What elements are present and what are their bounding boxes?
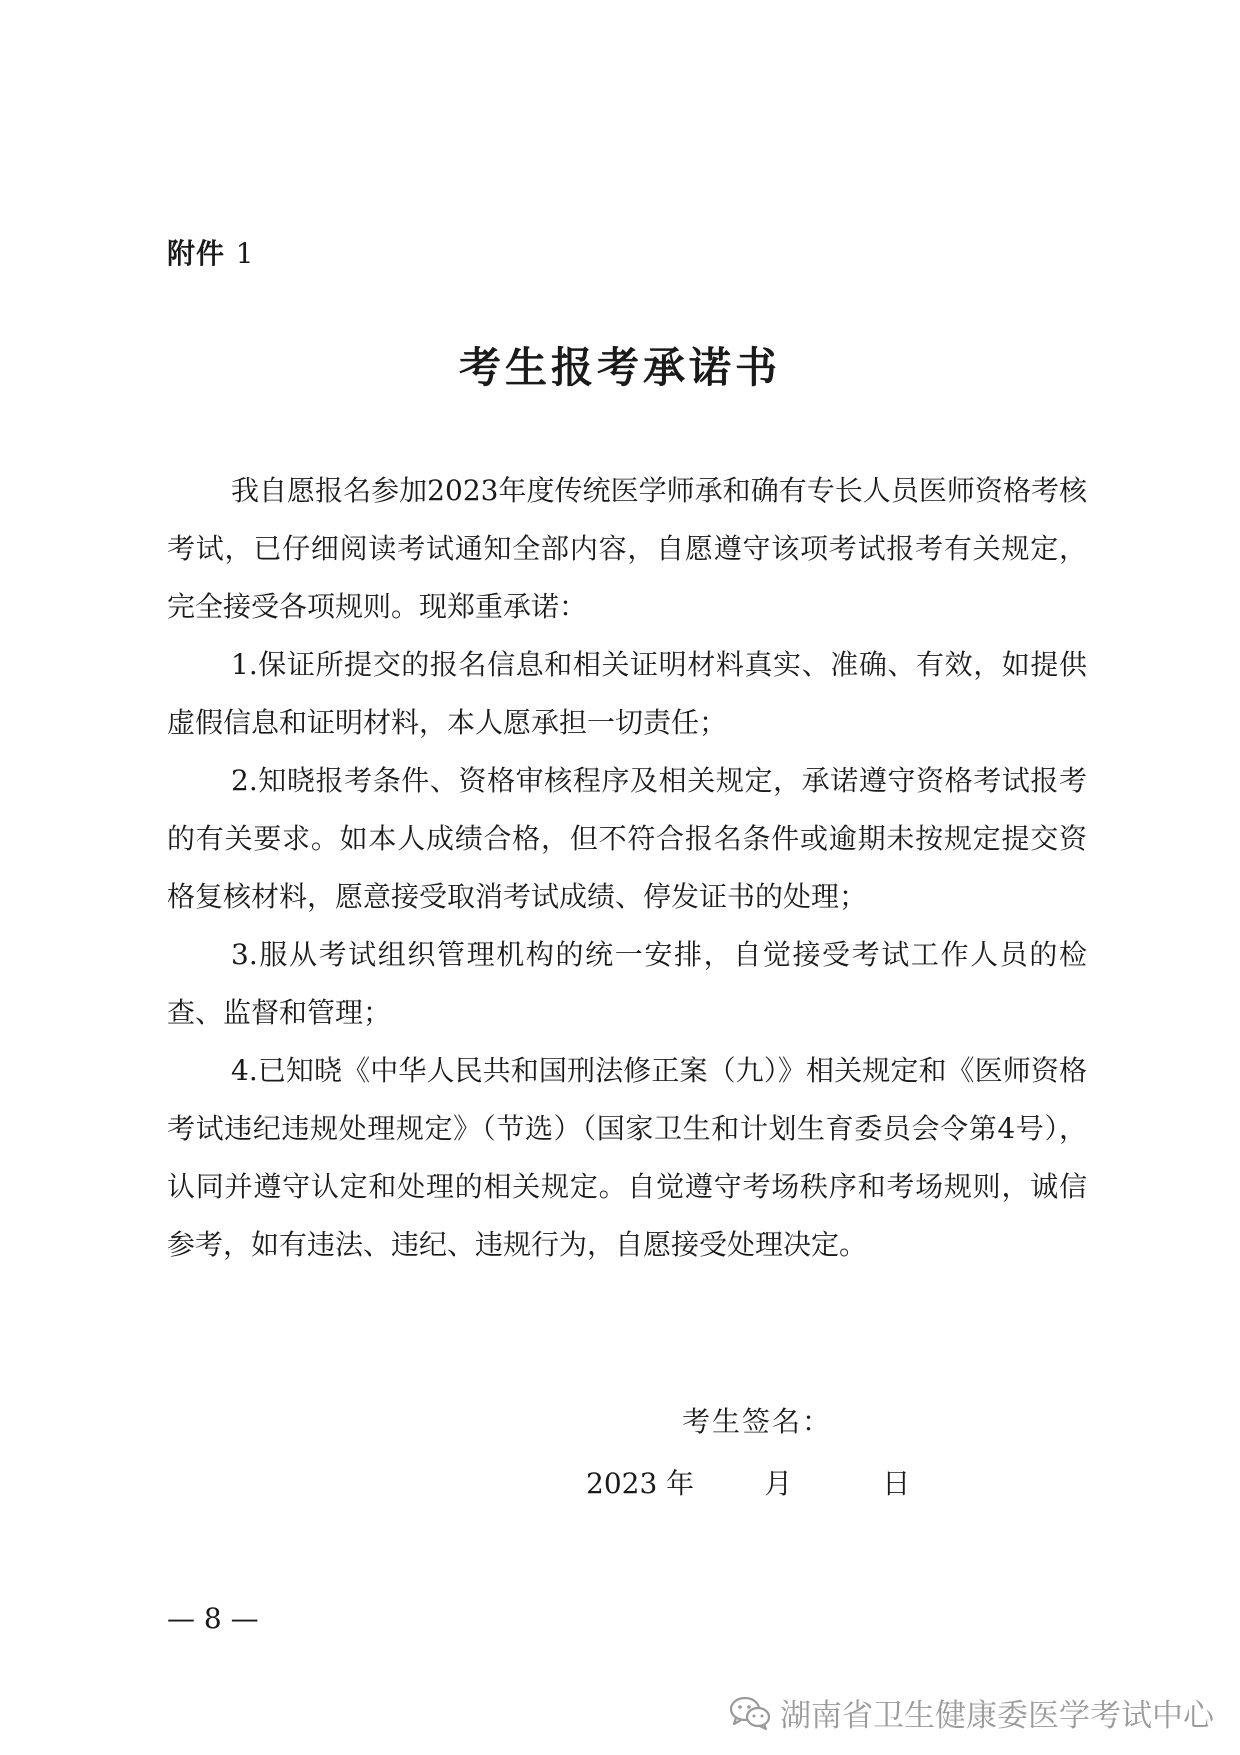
pledge-item-2: 2.知晓报考条件、资格审核程序及相关规定，承诺遵守资格考试报考的有关要求。如本人成绩合格，但不符合报名条件或逾期未按规定提交资格复核材料，愿意接受取消考试成绩、停发证书的处理； [167, 764, 1087, 913]
wechat-icon [728, 1695, 772, 1731]
date-year: 2023 [586, 1467, 658, 1500]
document-title: 考生报考承诺书 [458, 343, 781, 392]
pledge-intro-paragraph: 我自愿报名参加2023年度传统医学师承和确有专长人员医师资格考核考试，已仔细阅读考试通知全部内容，自愿遵守该项考试报考有关规定，完全接受各项规则。现郑重承诺： [167, 474, 1087, 623]
pledge-item-1: 1.保证所提交的报名信息和相关证明材料真实、准确、有效，如提供虚假信息和证明材料，本人愿承担一切责任； [167, 648, 1087, 739]
pledge-item-3: 3.服从考试组织管理机构的统一安排，自觉接受考试工作人员的检查、监督和管理； [167, 938, 1087, 1029]
pledge-item-4: 4.已知晓《中华人民共和国刑法修正案（九）》相关规定和《医师资格考试违纪违规处理规定》（节选）（国家卫生和计划生育委员会令第4号），认同并遵守认定和处理的相关规定。自觉遵守考场秩序和考场规则，诚信参考，如有违法、违纪、违规行为，自愿接受处理决定。 [167, 1054, 1087, 1261]
date-line [586, 1462, 910, 1502]
page-number: — 8 — [167, 1602, 259, 1635]
watermark-text: 湖南省卫生健康委医学考试中心 [780, 1698, 1214, 1734]
attachment-label-text: 附件 [167, 237, 226, 270]
pledge-body [167, 462, 1087, 1274]
date-day-unit: 日 [882, 1467, 911, 1500]
watermark [728, 1690, 1214, 1735]
signature-label: 考生签名： [682, 1405, 833, 1438]
attachment-label [167, 232, 255, 272]
date-year-unit: 年 [666, 1467, 695, 1500]
attachment-number: 1 [235, 237, 255, 270]
date-month-unit: 月 [764, 1467, 793, 1500]
